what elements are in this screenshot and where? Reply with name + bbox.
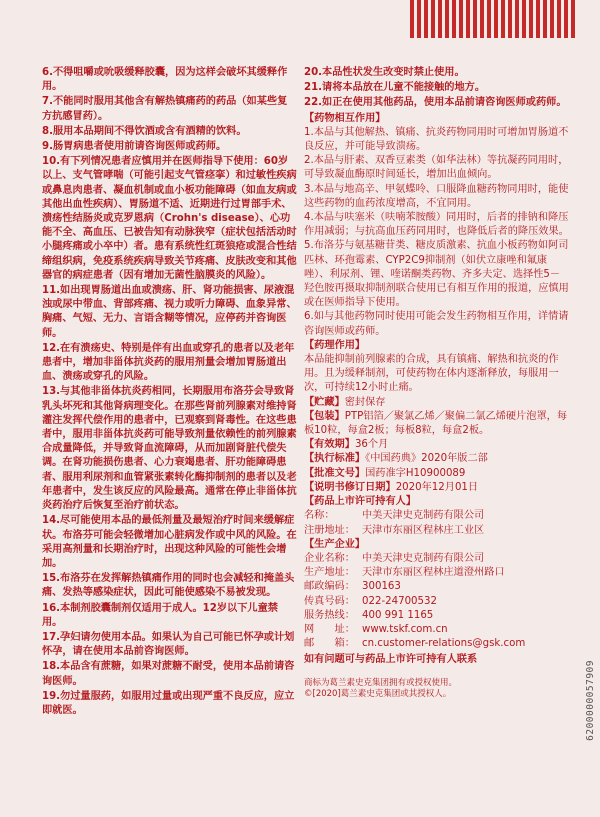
manufacturer-value: cn.customer-relations@gsk.com	[362, 638, 526, 650]
manufacturer-row	[304, 580, 570, 594]
approval-value: 国药准字H10900089	[365, 467, 466, 479]
precaution-22: 22.如正在使用其他药品，使用本品前请咨询医师或药师。	[304, 97, 567, 109]
validity-value: 36个月	[354, 439, 389, 451]
trademark-notice: 商标为葛兰素史克集团拥有或授权使用。	[304, 677, 458, 688]
packaging-row	[304, 410, 570, 438]
pharmacology-text: 本品能抑制前列腺素的合成，具有镇痛、解热和抗炎的作用。且为缓释制剂，可使药物在体内逐渐释放，每服用一次，可持续12小时止痛。	[304, 354, 559, 394]
standard-value: 《中国药典》2020年版二部	[365, 453, 488, 465]
precaution-9: 9.肠胃病患者使用前请咨询医师或药师。	[42, 141, 227, 153]
precaution-14: 14.尽可能使用本品的最低剂量及最短治疗时间来缓解症状。布洛芬可能会轻微增加心脏病发作或中风的风险。在采用高剂量和长期治疗时，出现这种风险的可能性会增加。	[42, 515, 297, 569]
storage-value: 密封保存	[344, 396, 386, 408]
barcode-number: 6200000057909	[585, 660, 596, 741]
holder-name: 中美天津史克制药有限公司	[362, 510, 485, 522]
precaution-11: 11.如出现胃肠道出血或溃疡、肝、肾功能损害、尿液混浊或尿中带血、背部疼痛、视力或听力障碍、血象异常、胸痛、气短、无力、言语含糊等情况，应停药并咨询医师。	[42, 285, 297, 339]
precaution-18: 18.本品含有蔗糖，如果对蔗糖不耐受，使用本品前请咨询医师。	[42, 661, 295, 687]
manufacturer-value: 天津市东丽区程林庄道澄州路口	[362, 567, 505, 579]
manufacturer-label: 服务热线：	[304, 609, 355, 621]
precaution-20: 20.本品性状发生改变时禁止使用。	[304, 67, 465, 78]
precaution-10: 10.有下列情况患者应慎用并在医师指导下使用：60岁以上、支气管哮喘（可能引起支气管痉挛）和过敏性疾病或鼻息肉患者、凝血机制或血小板功能障碍（如血友病或其他出血性疾病）、胃肠道不适、近期进行过胃部手术、溃疡性结肠炎或克罗恩病（Crohn's disease）、心功能不全、高血压、已被告知有动脉狭窄（症状包括活动时小腿疼痛或小卒中）者。患有系统性红斑狼疮或混合性结缔组织病，免疫系统疾病导致关节疼痛、皮肤改变和其他器官的病症患者（因有增加无菌性脑膜炎的风险）。	[42, 156, 297, 281]
packaging-value: PTP铝箔／聚氯乙烯／聚偏二氯乙烯硬片泡罩，每板10粒，每盒2板；每板8粒，每盒2板。	[304, 410, 568, 437]
manufacturer-row	[304, 623, 570, 637]
revision-label: 【说明书修订日期】	[304, 481, 396, 493]
pharmacology-title: 【药理作用】	[304, 339, 366, 351]
approval-row	[304, 467, 570, 481]
holder-address: 天津市东丽区程林庄工业区	[362, 524, 485, 536]
manufacturer-label: 传真号码：	[304, 595, 355, 607]
storage-row	[304, 396, 570, 410]
precaution-17: 17.孕妇请勿使用本品。如果认为自己可能已怀孕或计划怀孕，请在使用本品前咨询医师。	[42, 631, 295, 658]
interaction-4: 4.本品与呋塞米（呋喃苯胺酸）同用时，后者的排钠和降压作用减弱；与抗高血压药同用时，也降低后者的降压效果。	[304, 212, 569, 238]
manufacturer-value: 300163	[362, 581, 401, 593]
standard-row	[304, 452, 570, 466]
interaction-2: 2.本品与肝素、双香豆素类（如华法林）等抗凝药同用时，可导致凝血酶原时间延长，增加出血倾向。	[304, 155, 569, 181]
precaution-21: 21.请将本品放在儿童不能接触的地方。	[304, 82, 486, 94]
manufacturer-label: 邮政编码：	[304, 581, 355, 593]
manufacturer-row	[304, 637, 570, 651]
holder-name-label: 名称：	[304, 510, 335, 522]
precaution-19: 19.勿过量服药，如服用过量或出现严重不良反应，应立即就医。	[42, 690, 295, 716]
interactions-title: 【药物相互作用】	[304, 112, 386, 124]
left-column	[42, 66, 297, 719]
manufacturer-label: 网 址：	[304, 623, 355, 635]
packaging-label: 【包装】	[304, 410, 345, 422]
interaction-3: 3.本品与地高辛、甲氨蝶呤、口服降血糖药物同用时，能使这些药物的血药浓度增高，不宜同用。	[304, 183, 569, 209]
revision-row	[304, 481, 570, 495]
holder-title: 【药品上市许可持有人】	[304, 496, 417, 508]
validity-row	[304, 438, 570, 452]
holder-address-label: 注册地址：	[304, 524, 355, 536]
decorative-stripes	[410, 0, 575, 38]
manufacturer-value: 400 991 1165	[362, 609, 434, 621]
precaution-13: 13.与其他非甾体抗炎药相同，长期服用布洛芬会导致肾乳头坏死和其他肾病理变化。在那些肾前列腺素对维持肾灌注发挥代偿作用的患者中，已观察到肾毒性。在这些患者中，服用非甾体抗炎药可能导致剂量依赖性的前列腺素合成量降低，并导致肾血流障碍，从而加剧肾脏代偿失调。在肾功能损伤患者、心力衰竭患者、肝功能障碍患者、服用利尿剂和血管紧张素转化酶抑制剂的患者以及老年患者中，发生该反应的风险最高。通常在停止非甾体抗炎药治疗后恢复至治疗前状态。	[42, 386, 297, 512]
holder-name-row	[304, 509, 570, 523]
copyright-notice: ©[2020]葛兰素史克集团或其授权人。	[304, 688, 452, 699]
manufacturer-label: 生产地址：	[304, 567, 355, 579]
contact-notice: 如有问题可与药品上市许可持有人联系	[304, 654, 478, 666]
manufacturer-row	[304, 552, 570, 566]
revision-value: 2020年12月01日	[395, 481, 479, 493]
manufacturer-row	[304, 595, 570, 609]
precaution-6: 6.不得咀嚼或吮吸缓释胶囊，因为这样会破坏其缓释作用。	[42, 67, 288, 93]
interaction-6: 6.如与其他药物同时使用可能会发生药物相互作用，详情请咨询医师或药师。	[304, 311, 569, 337]
precaution-12: 12.在有溃疡史、特别是伴有出血或穿孔的患者以及老年患者中，增加非甾体抗炎药的服用剂量会增加胃肠道出血、溃疡或穿孔的风险。	[42, 342, 295, 383]
right-column	[304, 66, 570, 700]
interaction-5: 5.布洛芬与氨基糖苷类、糖皮质激素、抗血小板药物如阿司匹林、环孢霉素、CYP2C9抑制剂（如伏立康唑和氟康唑）、利尿剂、锂、喹诺酮类药物、齐多夫定、选择性5－羟色胺再摄取抑制剂联合使用已有相互作用的报道，应慎用或在医师指导下使用。	[304, 240, 569, 309]
manufacturer-row	[304, 609, 570, 623]
manufacturer-value: 中美天津史克制药有限公司	[362, 552, 485, 564]
manufacturer-title: 【生产企业】	[304, 538, 366, 550]
manufacturer-value: 022-24700532	[362, 595, 437, 607]
manufacturer-label: 邮 箱：	[304, 638, 355, 650]
standard-label: 【执行标准】	[304, 453, 366, 465]
precaution-7: 7.不能同时服用其他含有解热镇痛药的药品（如某些复方抗感冒药）。	[42, 96, 288, 122]
precaution-8: 8.服用本品期间不得饮酒或含有酒精的饮料。	[42, 125, 247, 137]
manufacturer-row	[304, 566, 570, 580]
manufacturer-value: www.tskf.com.cn	[362, 623, 448, 635]
holder-address-row	[304, 524, 570, 538]
manufacturer-label: 企业名称：	[304, 552, 355, 564]
validity-label: 【有效期】	[304, 439, 355, 451]
interaction-1: 1.本品与其他解热、镇痛、抗炎药物同用时可增加胃肠道不良反应，并可能导致溃疡。	[304, 126, 569, 153]
storage-label: 【贮藏】	[304, 396, 345, 408]
precaution-15: 15.布洛芬在发挥解热镇痛作用的同时也会减轻和掩盖头痛、发热等感染症状，因此可能使感染不易被发现。	[42, 573, 295, 599]
precaution-16: 16.本制剂胶囊制剂仅适用于成人。12岁以下儿童禁用。	[42, 602, 278, 628]
approval-label: 【批准文号】	[304, 467, 366, 479]
